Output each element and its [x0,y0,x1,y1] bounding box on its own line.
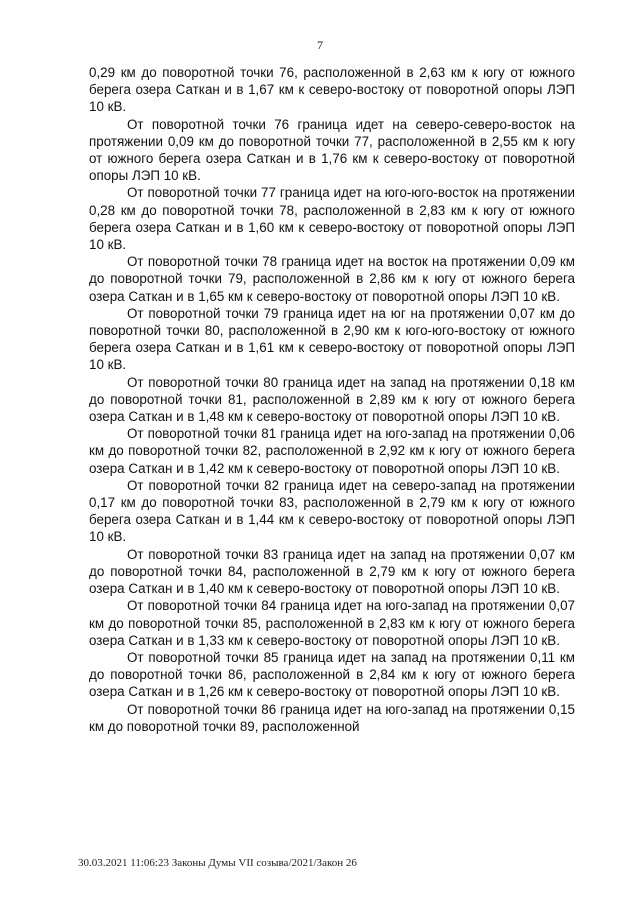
page-number: 7 [317,38,323,52]
document-footer: 30.03.2021 11:06:23 Законы Думы VII созыва/2021/Закон 26 [78,857,357,869]
paragraph: От поворотной точки 81 граница идет на юго-запад на протяжении 0,06 км до поворотной точки 82, расположенной в 2,92 км к югу от южного берега озера Саткан и в 1,42 км к северо-востоку от поворотной опоры ЛЭП 10 кВ. [89,426,575,476]
paragraph: От поворотной точки 84 граница идет на юго-запад на протяжении 0,07 км до поворотной точки 85, расположенной в 2,83 км к югу от южного берега озера Саткан и в 1,33 км к северо-востоку от поворотной опоры ЛЭП 10 кВ. [89,598,575,648]
paragraph: От поворотной точки 82 граница идет на северо-запад на протяжении 0,17 км до поворотной точки 83, расположенной в 2,79 км к югу от южного берега озера Саткан и в 1,44 км к северо-востоку от поворотной опоры ЛЭП 10 кВ. [89,477,575,545]
paragraph: От поворотной точки 85 граница идет на запад на протяжении 0,11 км до поворотной точки 86, расположенной в 2,84 км к югу от южного берега озера Саткан и в 1,26 км к северо-востоку от поворотной опоры ЛЭП 10 кВ. [89,649,575,700]
paragraph: От поворотной точки 78 граница идет на восток на протяжении 0,09 км до поворотной точки 79, расположенной в 2,86 км к югу от южного берега озера Саткан и в 1,65 км к северо-востоку от поворотной опоры ЛЭП 10 кВ. [89,254,575,304]
document-body [89,64,575,735]
paragraph: От поворотной точки 79 граница идет на юг на протяжении 0,07 км до поворотной точки 80, расположенной в 2,90 км к юго-юго-востоку от южного берега озера Саткан и в 1,61 км к северо-востоку от поворотной опоры ЛЭП 10 кВ. [89,305,575,373]
paragraph: От поворотной точки 83 граница идет на запад на протяжении 0,07 км до поворотной точки 84, расположенной в 2,79 км к югу от южного берега озера Саткан и в 1,40 км к северо-востоку от поворотной опоры ЛЭП 10 кВ. [89,546,575,597]
paragraph: От поворотной точки 86 граница идет на юго-запад на протяжении 0,15 км до поворотной точки 89, расположенной [89,701,575,734]
paragraph: От поворотной точки 80 граница идет на запад на протяжении 0,18 км до поворотной точки 81, расположенной в 2,89 км к югу от южного берега озера Саткан и в 1,48 км к северо-востоку от поворотной опоры ЛЭП 10 кВ. [89,374,575,425]
paragraph: 0,29 км до поворотной точки 76, расположенной в 2,63 км к югу от южного берега озера Саткан и в 1,67 км к северо-востоку от поворотной опоры ЛЭП 10 кВ. [89,65,575,115]
paragraph: От поворотной точки 76 граница идет на северо-северо-восток на протяжении 0,09 км до поворотной точки 77, расположенной в 2,55 км к югу от южного берега озера Саткан и в 1,76 км к северо-востоку от поворотной опоры ЛЭП 10 кВ. [89,116,575,184]
paragraph: От поворотной точки 77 граница идет на юго-юго-восток на протяжении 0,28 км до поворотной точки 78, расположенной в 2,83 км к югу от южного берега озера Саткан и в 1,60 км к северо-востоку от поворотной опоры ЛЭП 10 кВ. [89,185,575,253]
